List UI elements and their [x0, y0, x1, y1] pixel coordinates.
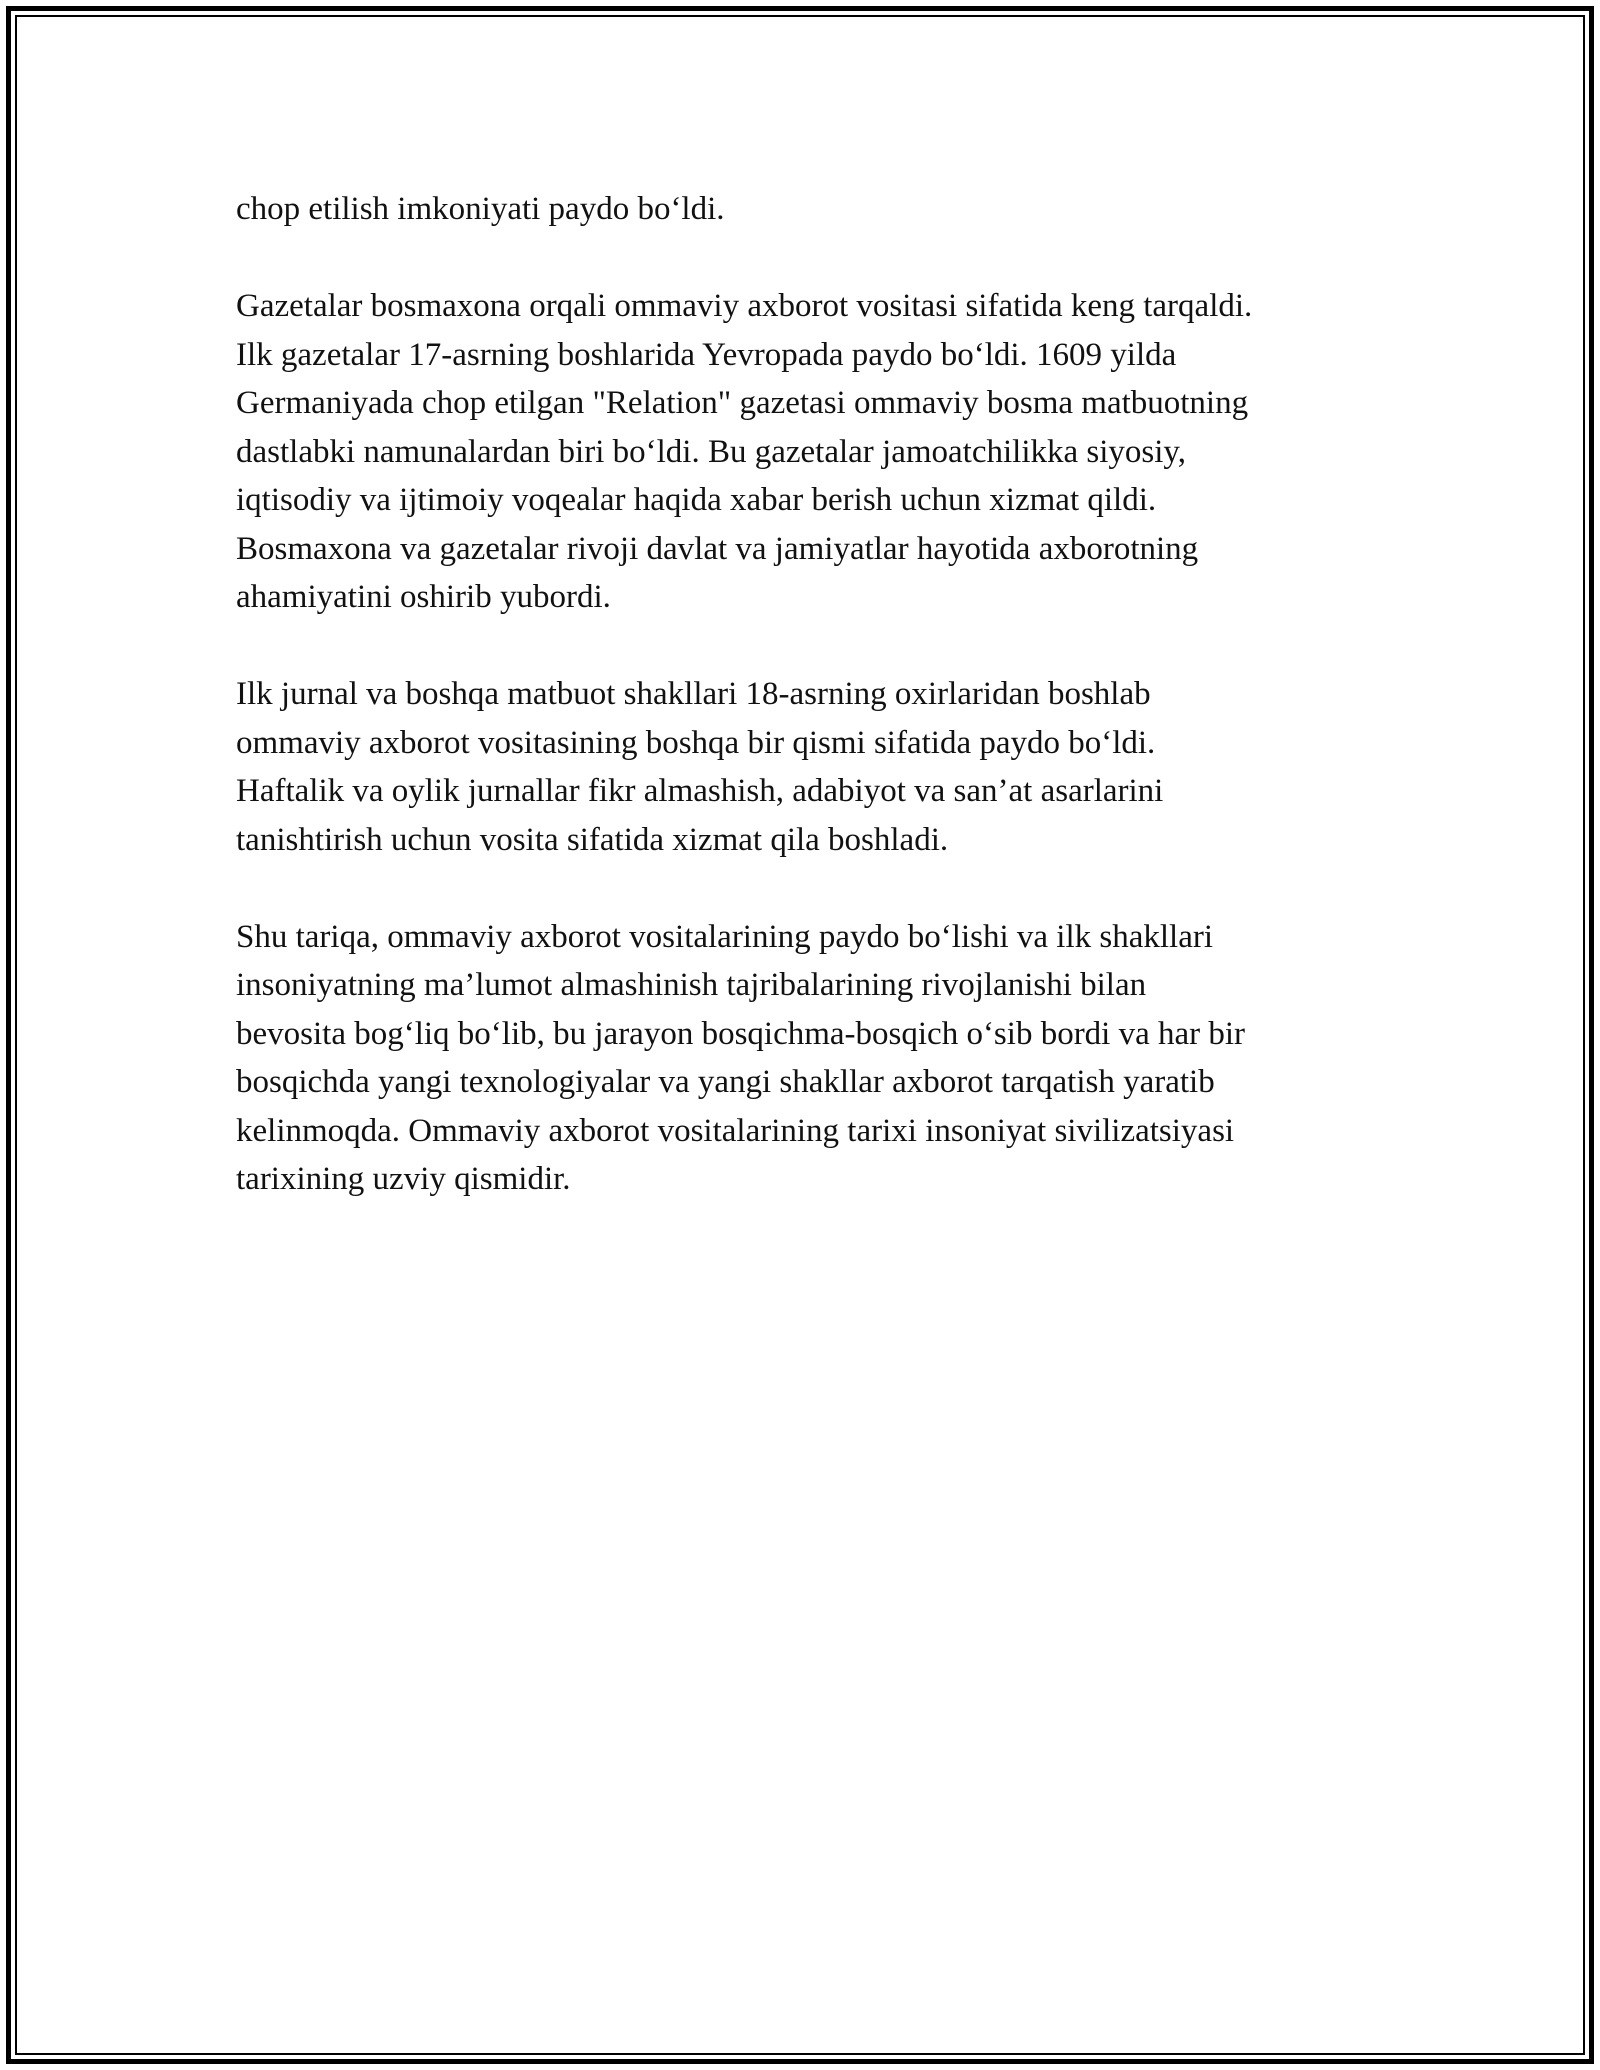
paragraph-2 — [236, 282, 1386, 622]
text-line: Ilk gazetalar 17-asrning boshlarida Yevropada paydo bo‘ldi. 1609 yilda — [236, 336, 1177, 373]
text-line: ommaviy axborot vositasining boshqa bir qismi sifatida paydo bo‘ldi. — [236, 724, 1156, 761]
paragraph-4 — [236, 913, 1386, 1204]
paragraph-1 — [236, 185, 1386, 234]
text-line: chop etilish imkoniyati paydo bo‘ldi. — [236, 191, 725, 227]
document-body — [236, 185, 1386, 1252]
text-line: ahamiyatini oshirib yubordi. — [236, 579, 611, 615]
text-line: bevosita bog‘liq bo‘lib, bu jarayon bosqichma-bosqich o‘sib bordi va har bir — [236, 1015, 1246, 1052]
text-line: Haftalik va oylik jurnallar fikr almashish, adabiyot va san’at asarlarini — [236, 773, 1164, 809]
text-line: tanishtirish uchun vosita sifatida xizmat qila boshladi. — [236, 821, 949, 858]
text-line: dastlabki namunalardan biri bo‘ldi. Bu gazetalar jamoatchilikka siyosiy, — [236, 433, 1187, 470]
text-line: bosqichda yangi texnologiyalar va yangi shakllar axborot tarqatish yaratib — [236, 1064, 1215, 1100]
text-line: Bosmaxona va gazetalar rivoji davlat va jamiyatlar hayotida axborotning — [236, 530, 1199, 567]
text-line: Gazetalar bosmaxona orqali ommaviy axborot vositasi sifatida keng tarqaldi. — [236, 288, 1253, 324]
text-line: Shu tariqa, ommaviy axborot vositalarining paydo bo‘lishi va ilk shakllari — [236, 918, 1213, 955]
text-line: kelinmoqda. Ommaviy axborot vositalarining tarixi insoniyat sivilizatsiyasi — [236, 1112, 1235, 1149]
text-line: Ilk jurnal va boshqa matbuot shakllari 18-asrning oxirlaridan boshlab — [236, 676, 1151, 712]
text-line: tarixining uzviy qismidir. — [236, 1161, 571, 1197]
text-line: insoniyatning ma’lumot almashinish tajribalarining rivojlanishi bilan — [236, 967, 1147, 1003]
text-line: Germaniyada chop etilgan "Relation" gazetasi ommaviy bosma matbuotning — [236, 385, 1249, 421]
text-line: iqtisodiy va ijtimoiy voqealar haqida xabar berish uchun xizmat qildi. — [236, 482, 1157, 518]
paragraph-3 — [236, 670, 1386, 864]
